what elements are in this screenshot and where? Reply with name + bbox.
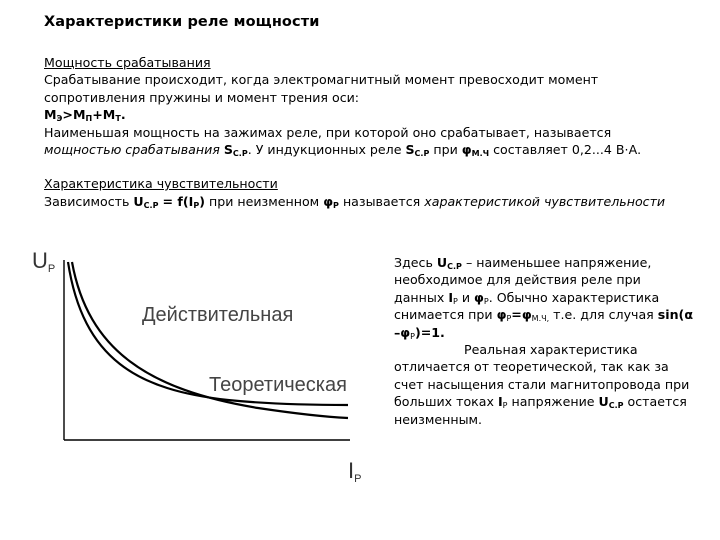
section-heading-sensitivity: Характеристика чувствительности xyxy=(44,176,278,192)
right-paragraph-1: Здесь $U_{С.Р}$ – наименьшее напряжение, необходимое для действия реле при данных $I_Р$ и $\varphi_Р$. Обычно характеристика снимается при $\varphi_Р=\varphi_{М.Ч,}$ т.е. для случая sin(α $-\varphi_Р)=1$. xyxy=(394,255,693,341)
section-heading-power: Мощность срабатывания xyxy=(44,55,211,70)
y-axis-label: UР xyxy=(32,248,56,275)
min-power-text: Наименьшая мощность на зажимах реле, при которой оно срабатывает, называется мощностью срабатывания $S_{С.Р}$. У индукционных реле $S_{С.Р}$ при $\varphi_{М.Ч}$ составляет 0,2...4 В·А. xyxy=(44,124,642,159)
sensitivity-chart xyxy=(28,240,368,490)
main-text xyxy=(44,54,684,210)
operation-text: Срабатывание происходит, когда электромагнитный момент превосходит момент сопротивления пружины и момент трения оси: xyxy=(44,72,599,105)
page-title: Характеристики реле мощности xyxy=(44,14,320,30)
x-axis-label: IР xyxy=(348,458,362,485)
label-theoretical: Теоретическая xyxy=(209,374,347,396)
torque-formula: $M_Э>M_П+M_Т$. xyxy=(44,107,126,124)
label-actual: Действительная xyxy=(142,304,294,326)
sensitivity-text: Зависимость $U_{С.Р} = f(I_Р)$ при неизменном $\varphi_Р$ называется характеристикой чувствительности xyxy=(44,193,666,210)
right-paragraph-2: Реальная характеристика отличается от теоретической, так как за счет насыщения стали магнитопровода при больших токах $I_Р$ напряжение $U_{С.Р}$ остается неизменным. xyxy=(394,342,690,427)
right-text xyxy=(394,254,694,428)
